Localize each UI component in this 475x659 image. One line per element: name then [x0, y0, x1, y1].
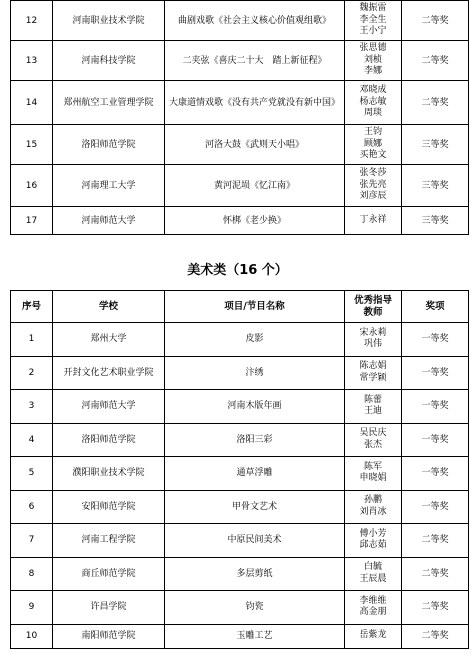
- project-name: 甲骨文艺术: [165, 490, 345, 524]
- header-no: 序号: [11, 291, 53, 323]
- award-level: 二等奖: [402, 41, 469, 81]
- project-name: 黄河泥埙《忆江南》: [165, 165, 345, 207]
- header-award: 奖项: [402, 291, 469, 323]
- row-number: 1: [11, 323, 53, 357]
- project-name: 玉雕工艺: [165, 624, 345, 648]
- mentor-name: 傅小芳: [359, 528, 387, 539]
- project-name: 大康道情戏歌《没有共产党就没有新中国》: [165, 81, 345, 125]
- table-row: [11, 524, 469, 558]
- header-mentor-line1: 优秀指导: [353, 294, 392, 306]
- fine-arts-award-table: [10, 290, 469, 649]
- school-name: 安阳师范学院: [53, 490, 165, 524]
- award-level: 三等奖: [402, 125, 469, 165]
- row-number: 16: [11, 165, 53, 207]
- row-number: 14: [11, 81, 53, 125]
- header-school: 学校: [53, 291, 165, 323]
- project-name: 中原民间美术: [165, 524, 345, 558]
- mentor-name: 张冬莎: [359, 168, 387, 179]
- school-name: 郑州航空工业管理学院: [53, 81, 165, 125]
- table-header-row: [11, 291, 469, 323]
- mentor-name: 高金朋: [359, 607, 387, 618]
- project-name: 曲剧戏歌《社会主义核心价值观组歌》: [165, 1, 345, 41]
- mentor-name: 王迪: [363, 406, 382, 417]
- award-level: 二等奖: [402, 624, 469, 648]
- mentor-name: 陈蕾: [363, 394, 382, 405]
- mentor-name: 顾娜: [363, 138, 382, 149]
- project-name: 通草浮雕: [165, 457, 345, 491]
- award-level: 一等奖: [402, 356, 469, 390]
- mentor-name: 张杰: [363, 439, 382, 450]
- row-number: 10: [11, 624, 53, 648]
- table-row: [11, 81, 469, 125]
- project-name: 河南木版年画: [165, 390, 345, 424]
- mentor-name: 申晓娟: [359, 473, 387, 484]
- school-name: 洛阳师范学院: [53, 423, 165, 457]
- mentor-name: 刘桢: [363, 54, 382, 65]
- project-name: 钧瓷: [165, 591, 345, 625]
- mentors-cell: [345, 624, 402, 648]
- table-row: [11, 1, 469, 41]
- mentor-name: 刘肖冰: [359, 506, 387, 517]
- table-row: [11, 423, 469, 457]
- award-level: 一等奖: [402, 457, 469, 491]
- section-title-fine-arts: 美术类（16 个）: [187, 263, 288, 278]
- row-number: 2: [11, 356, 53, 390]
- mentor-name: 吴民庆: [359, 428, 387, 439]
- award-level: 一等奖: [402, 390, 469, 424]
- mentors-cell: [345, 457, 402, 491]
- project-name: 洛阳三彩: [165, 423, 345, 457]
- row-number: 15: [11, 125, 53, 165]
- row-number: 13: [11, 41, 53, 81]
- mentor-name: 张先亮: [359, 179, 387, 190]
- school-name: 河南师范大学: [53, 390, 165, 424]
- mentors-cell: [345, 356, 402, 390]
- mentors-cell: [345, 557, 402, 591]
- table-row: [11, 165, 469, 207]
- mentors-cell: [345, 390, 402, 424]
- school-name: 河南职业技术学院: [53, 1, 165, 41]
- mentor-name: 丁永祥: [359, 214, 387, 225]
- mentor-name: 王辰晨: [359, 573, 387, 584]
- mentor-name: 李全生: [359, 14, 387, 25]
- project-name: 汴绣: [165, 356, 345, 390]
- table-row: [11, 207, 469, 235]
- table-row: [11, 390, 469, 424]
- award-level: 二等奖: [402, 1, 469, 41]
- school-name: 河南师范大学: [53, 207, 165, 235]
- award-table-continued: [10, 0, 469, 235]
- mentor-name: 白毓: [363, 562, 382, 573]
- mentor-name: 魏振雷: [359, 3, 387, 14]
- mentors-cell: [345, 41, 402, 81]
- school-name: 商丘师范学院: [53, 557, 165, 591]
- mentors-cell: [345, 125, 402, 165]
- table-row: [11, 457, 469, 491]
- row-number: 8: [11, 557, 53, 591]
- school-name: 开封文化艺术职业学院: [53, 356, 165, 390]
- school-name: 濮阳职业技术学院: [53, 457, 165, 491]
- project-name: 二夹弦《喜庆二十大 踏上新征程》: [165, 41, 345, 81]
- row-number: 5: [11, 457, 53, 491]
- mentor-name: 王小宁: [359, 26, 387, 37]
- project-name: 河洛大鼓《武则天小唱》: [165, 125, 345, 165]
- mentor-name: 刘彦辰: [359, 191, 387, 202]
- mentor-name: 陈军: [363, 461, 382, 472]
- mentors-cell: [345, 81, 402, 125]
- row-number: 9: [11, 591, 53, 625]
- award-level: 三等奖: [402, 207, 469, 235]
- mentors-cell: [345, 1, 402, 41]
- table-row: [11, 624, 469, 648]
- mentor-name: 邓晓成: [359, 85, 387, 96]
- mentors-cell: [345, 323, 402, 357]
- mentor-name: 巩伟: [363, 339, 382, 350]
- mentor-name: 岳紫龙: [359, 630, 387, 641]
- school-name: 许昌学院: [53, 591, 165, 625]
- mentor-name: 周琰: [363, 108, 382, 119]
- school-name: 南阳师范学院: [53, 624, 165, 648]
- award-level: 一等奖: [402, 490, 469, 524]
- mentors-cell: [345, 423, 402, 457]
- mentor-name: 王钧: [363, 127, 382, 138]
- table-row: [11, 323, 469, 357]
- award-level: 二等奖: [402, 557, 469, 591]
- row-number: 3: [11, 390, 53, 424]
- mentors-cell: [345, 207, 402, 235]
- mentor-name: 宋永莉: [359, 327, 387, 338]
- header-mentor-line2: 教师: [363, 306, 383, 318]
- award-level: 二等奖: [402, 81, 469, 125]
- school-name: 河南理工大学: [53, 165, 165, 207]
- mentor-name: 陈志娟: [359, 361, 387, 372]
- row-number: 6: [11, 490, 53, 524]
- school-name: 郑州大学: [53, 323, 165, 357]
- project-name: 怀梆《老少换》: [165, 207, 345, 235]
- award-level: 三等奖: [402, 165, 469, 207]
- mentors-cell: [345, 591, 402, 625]
- table-row: [11, 356, 469, 390]
- award-level: 一等奖: [402, 423, 469, 457]
- row-number: 12: [11, 1, 53, 41]
- table-row: [11, 557, 469, 591]
- mentor-name: 杨志敏: [359, 96, 387, 107]
- row-number: 4: [11, 423, 53, 457]
- row-number: 17: [11, 207, 53, 235]
- table-row: [11, 125, 469, 165]
- mentor-name: 李娜: [363, 66, 382, 77]
- award-level: 二等奖: [402, 524, 469, 558]
- mentor-name: 买艳文: [359, 150, 387, 161]
- mentor-name: 孙鹏: [363, 495, 382, 506]
- award-level: 一等奖: [402, 323, 469, 357]
- table-row: [11, 490, 469, 524]
- mentor-name: 常学颖: [359, 372, 387, 383]
- row-number: 7: [11, 524, 53, 558]
- header-mentor: [345, 291, 402, 323]
- school-name: 河南工程学院: [53, 524, 165, 558]
- project-name: 多层剪纸: [165, 557, 345, 591]
- mentors-cell: [345, 524, 402, 558]
- mentor-name: 张思德: [359, 43, 387, 54]
- award-level: 二等奖: [402, 591, 469, 625]
- mentor-name: 邱志茹: [359, 540, 387, 551]
- table-row: [11, 591, 469, 625]
- header-project: 项目/节目名称: [165, 291, 345, 323]
- table-row: [11, 41, 469, 81]
- mentor-name: 李维维: [359, 595, 387, 606]
- school-name: 河南科技学院: [53, 41, 165, 81]
- project-name: 皮影: [165, 323, 345, 357]
- school-name: 洛阳师范学院: [53, 125, 165, 165]
- mentors-cell: [345, 165, 402, 207]
- mentors-cell: [345, 490, 402, 524]
